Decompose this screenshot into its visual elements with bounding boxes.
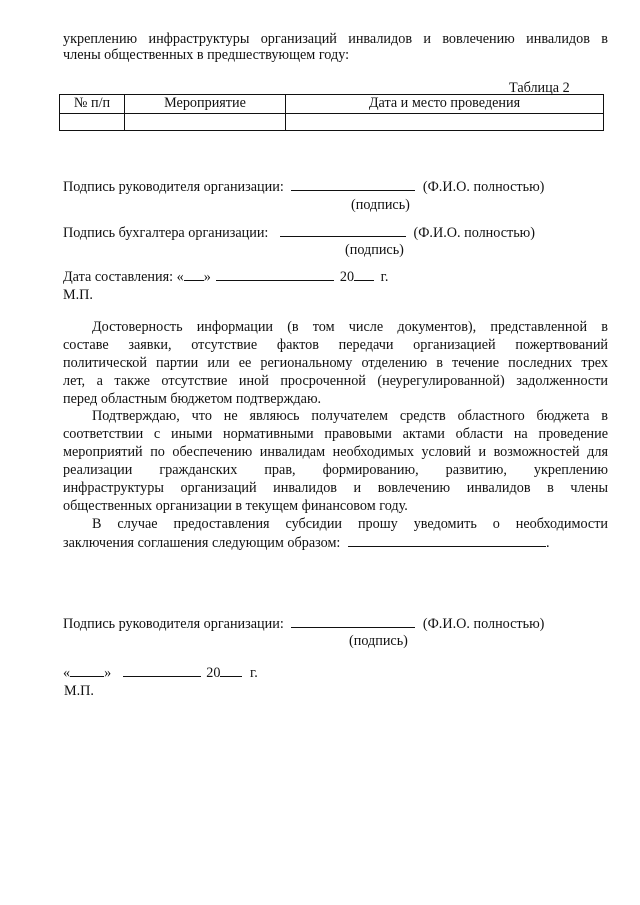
final-stamp-place-label: М.П. bbox=[64, 683, 94, 699]
accountant-fio-label: (Ф.И.О. полностью) bbox=[413, 225, 536, 241]
intro-line-2: члены общественных в предшествующем году: bbox=[63, 47, 350, 63]
table-header-row bbox=[60, 95, 604, 114]
compilation-day-field[interactable] bbox=[184, 268, 204, 281]
paragraph-1-line-1: Достоверность информации (в том числе документов), представленной в bbox=[92, 319, 608, 335]
column-header-number: № п/п bbox=[60, 95, 125, 114]
notification-label: заключения соглашения следующим образом: bbox=[63, 535, 341, 551]
paragraph-2-line-2: соответствии с иными нормативными правовыми актами области на проведение bbox=[63, 426, 608, 442]
accountant-signature-label: Подпись бухгалтера организации: bbox=[63, 225, 269, 241]
final-signature-label: Подпись руководителя организации: bbox=[63, 616, 284, 632]
paragraph-2-line-4: реализации гражданских прав, формированию, развитию, укреплению bbox=[63, 462, 608, 478]
final-day-field[interactable] bbox=[70, 664, 104, 677]
accountant-signature-caption: (подпись) bbox=[345, 242, 404, 258]
final-signature-caption: (подпись) bbox=[349, 633, 408, 649]
period: . bbox=[545, 535, 550, 551]
table-cell[interactable] bbox=[60, 113, 125, 130]
paragraph-2-line-3: мероприятий по обеспечению инвалидам необходимых условий и возможностей для bbox=[63, 444, 608, 460]
paragraph-3-line-1: В случае предоставления субсидии прошу уведомить о необходимости bbox=[92, 516, 608, 532]
accountant-signature-row bbox=[63, 224, 535, 243]
final-fio-label: (Ф.И.О. полностью) bbox=[422, 616, 545, 632]
stamp-place-label: М.П. bbox=[63, 287, 93, 303]
year-prefix: 20 bbox=[206, 665, 221, 681]
final-month-field[interactable] bbox=[123, 664, 201, 677]
year-suffix: г. bbox=[250, 665, 258, 681]
paragraph-2-line-5: инфраструктуры организаций инвалидов и вовлечению инвалидов в члены bbox=[63, 480, 608, 496]
year-prefix: 20 bbox=[339, 269, 355, 285]
paragraph-1-line-3: политической партии или ее региональному отделению в течение последних трех bbox=[63, 355, 608, 371]
paragraph-1-line-2: составе заявки, отсутствие фактов передачи организацией пожертвований bbox=[63, 337, 608, 353]
final-signature-row bbox=[63, 615, 544, 634]
column-header-event: Мероприятие bbox=[125, 95, 286, 114]
table-row bbox=[60, 113, 604, 130]
final-signature-field[interactable] bbox=[291, 615, 415, 628]
intro-line-1: укреплению инфраструктуры организаций инвалидов и вовлечению инвалидов в bbox=[63, 31, 608, 47]
compilation-date-label: Дата составления: « bbox=[63, 269, 184, 285]
head-signature-row bbox=[63, 178, 544, 197]
compilation-month-field[interactable] bbox=[216, 268, 334, 281]
paragraph-2-line-1: Подтверждаю, что не являюсь получателем средств областного бюджета в bbox=[92, 408, 608, 424]
paragraph-3-line-2 bbox=[63, 534, 549, 553]
paragraph-1-line-4: лет, а также отсутствие иной просроченной (неурегулированной) задолженности bbox=[63, 373, 608, 389]
table-cell[interactable] bbox=[125, 113, 286, 130]
notification-method-field[interactable] bbox=[348, 534, 546, 547]
head-signature-label: Подпись руководителя организации: bbox=[63, 179, 284, 195]
final-year-field[interactable] bbox=[220, 664, 242, 677]
close-quote: » bbox=[203, 269, 211, 285]
accountant-signature-field[interactable] bbox=[280, 224, 406, 237]
close-quote: » bbox=[104, 665, 112, 681]
head-fio-label: (Ф.И.О. полностью) bbox=[422, 179, 545, 195]
open-quote: « bbox=[63, 665, 71, 681]
paragraph-1-line-5: перед областным бюджетом подтверждаю. bbox=[63, 391, 322, 407]
head-signature-field[interactable] bbox=[291, 178, 415, 191]
paragraph-2-line-6: общественных организации в текущем финансовом году. bbox=[63, 498, 408, 514]
final-date-row bbox=[63, 664, 258, 683]
head-signature-caption: (подпись) bbox=[351, 197, 410, 213]
column-header-date-place: Дата и место проведения bbox=[286, 95, 604, 114]
table-cell[interactable] bbox=[286, 113, 604, 130]
compilation-date-row bbox=[63, 268, 388, 287]
year-suffix: г. bbox=[380, 269, 389, 285]
compilation-year-field[interactable] bbox=[354, 268, 374, 281]
table-2 bbox=[59, 94, 604, 131]
table-caption: Таблица 2 bbox=[509, 80, 570, 96]
